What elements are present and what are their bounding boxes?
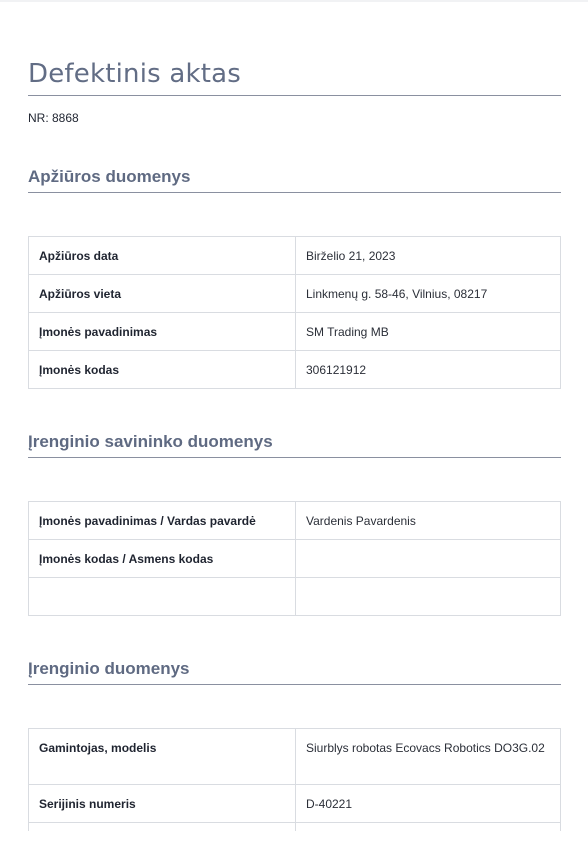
- table-row: [29, 237, 561, 275]
- section-divider: [28, 192, 561, 193]
- table-row: [29, 729, 561, 785]
- document-number: NR: 8868: [28, 111, 79, 125]
- row-value: [296, 578, 561, 616]
- row-value: [296, 540, 561, 578]
- row-label: Įmonės pavadinimas: [29, 313, 296, 351]
- row-label: Įmonės kodas / Asmens kodas: [29, 540, 296, 578]
- owner-table: [28, 501, 561, 616]
- table-row: [29, 823, 561, 832]
- section-divider: [28, 457, 561, 458]
- section-title-inspection: Apžiūros duomenys: [28, 167, 191, 186]
- row-label: Gamintojas, modelis: [29, 729, 296, 785]
- row-value: D-40221: [296, 785, 561, 823]
- section-divider: [28, 684, 561, 685]
- row-label: Apžiūros vieta: [29, 275, 296, 313]
- row-label: Serijinis numeris: [29, 785, 296, 823]
- row-label: [29, 823, 296, 832]
- title-divider: [28, 95, 561, 96]
- device-table: [28, 728, 561, 831]
- table-row: [29, 502, 561, 540]
- table-row: [29, 351, 561, 389]
- table-row: [29, 578, 561, 616]
- row-value: Siurblys robotas Ecovacs Robotics DO3G.02: [296, 729, 561, 785]
- inspection-table: [28, 236, 561, 389]
- row-value: [296, 823, 561, 832]
- document-title: Defektinis aktas: [28, 59, 242, 89]
- table-row: [29, 275, 561, 313]
- table-row: [29, 540, 561, 578]
- table-row: [29, 313, 561, 351]
- row-value: 306121912: [296, 351, 561, 389]
- table-row: [29, 785, 561, 823]
- row-label: Apžiūros data: [29, 237, 296, 275]
- row-value: SM Trading MB: [296, 313, 561, 351]
- row-value: Birželio 21, 2023: [296, 237, 561, 275]
- row-label: Įmonės kodas: [29, 351, 296, 389]
- section-title-device: Įrenginio duomenys: [28, 659, 190, 678]
- row-value: Linkmenų g. 58-46, Vilnius, 08217: [296, 275, 561, 313]
- row-label: Įmonės pavadinimas / Vardas pavardė: [29, 502, 296, 540]
- section-title-owner: Įrenginio savininko duomenys: [28, 432, 273, 451]
- row-label: [29, 578, 296, 616]
- row-value: Vardenis Pavardenis: [296, 502, 561, 540]
- document-page: [28, 0, 561, 831]
